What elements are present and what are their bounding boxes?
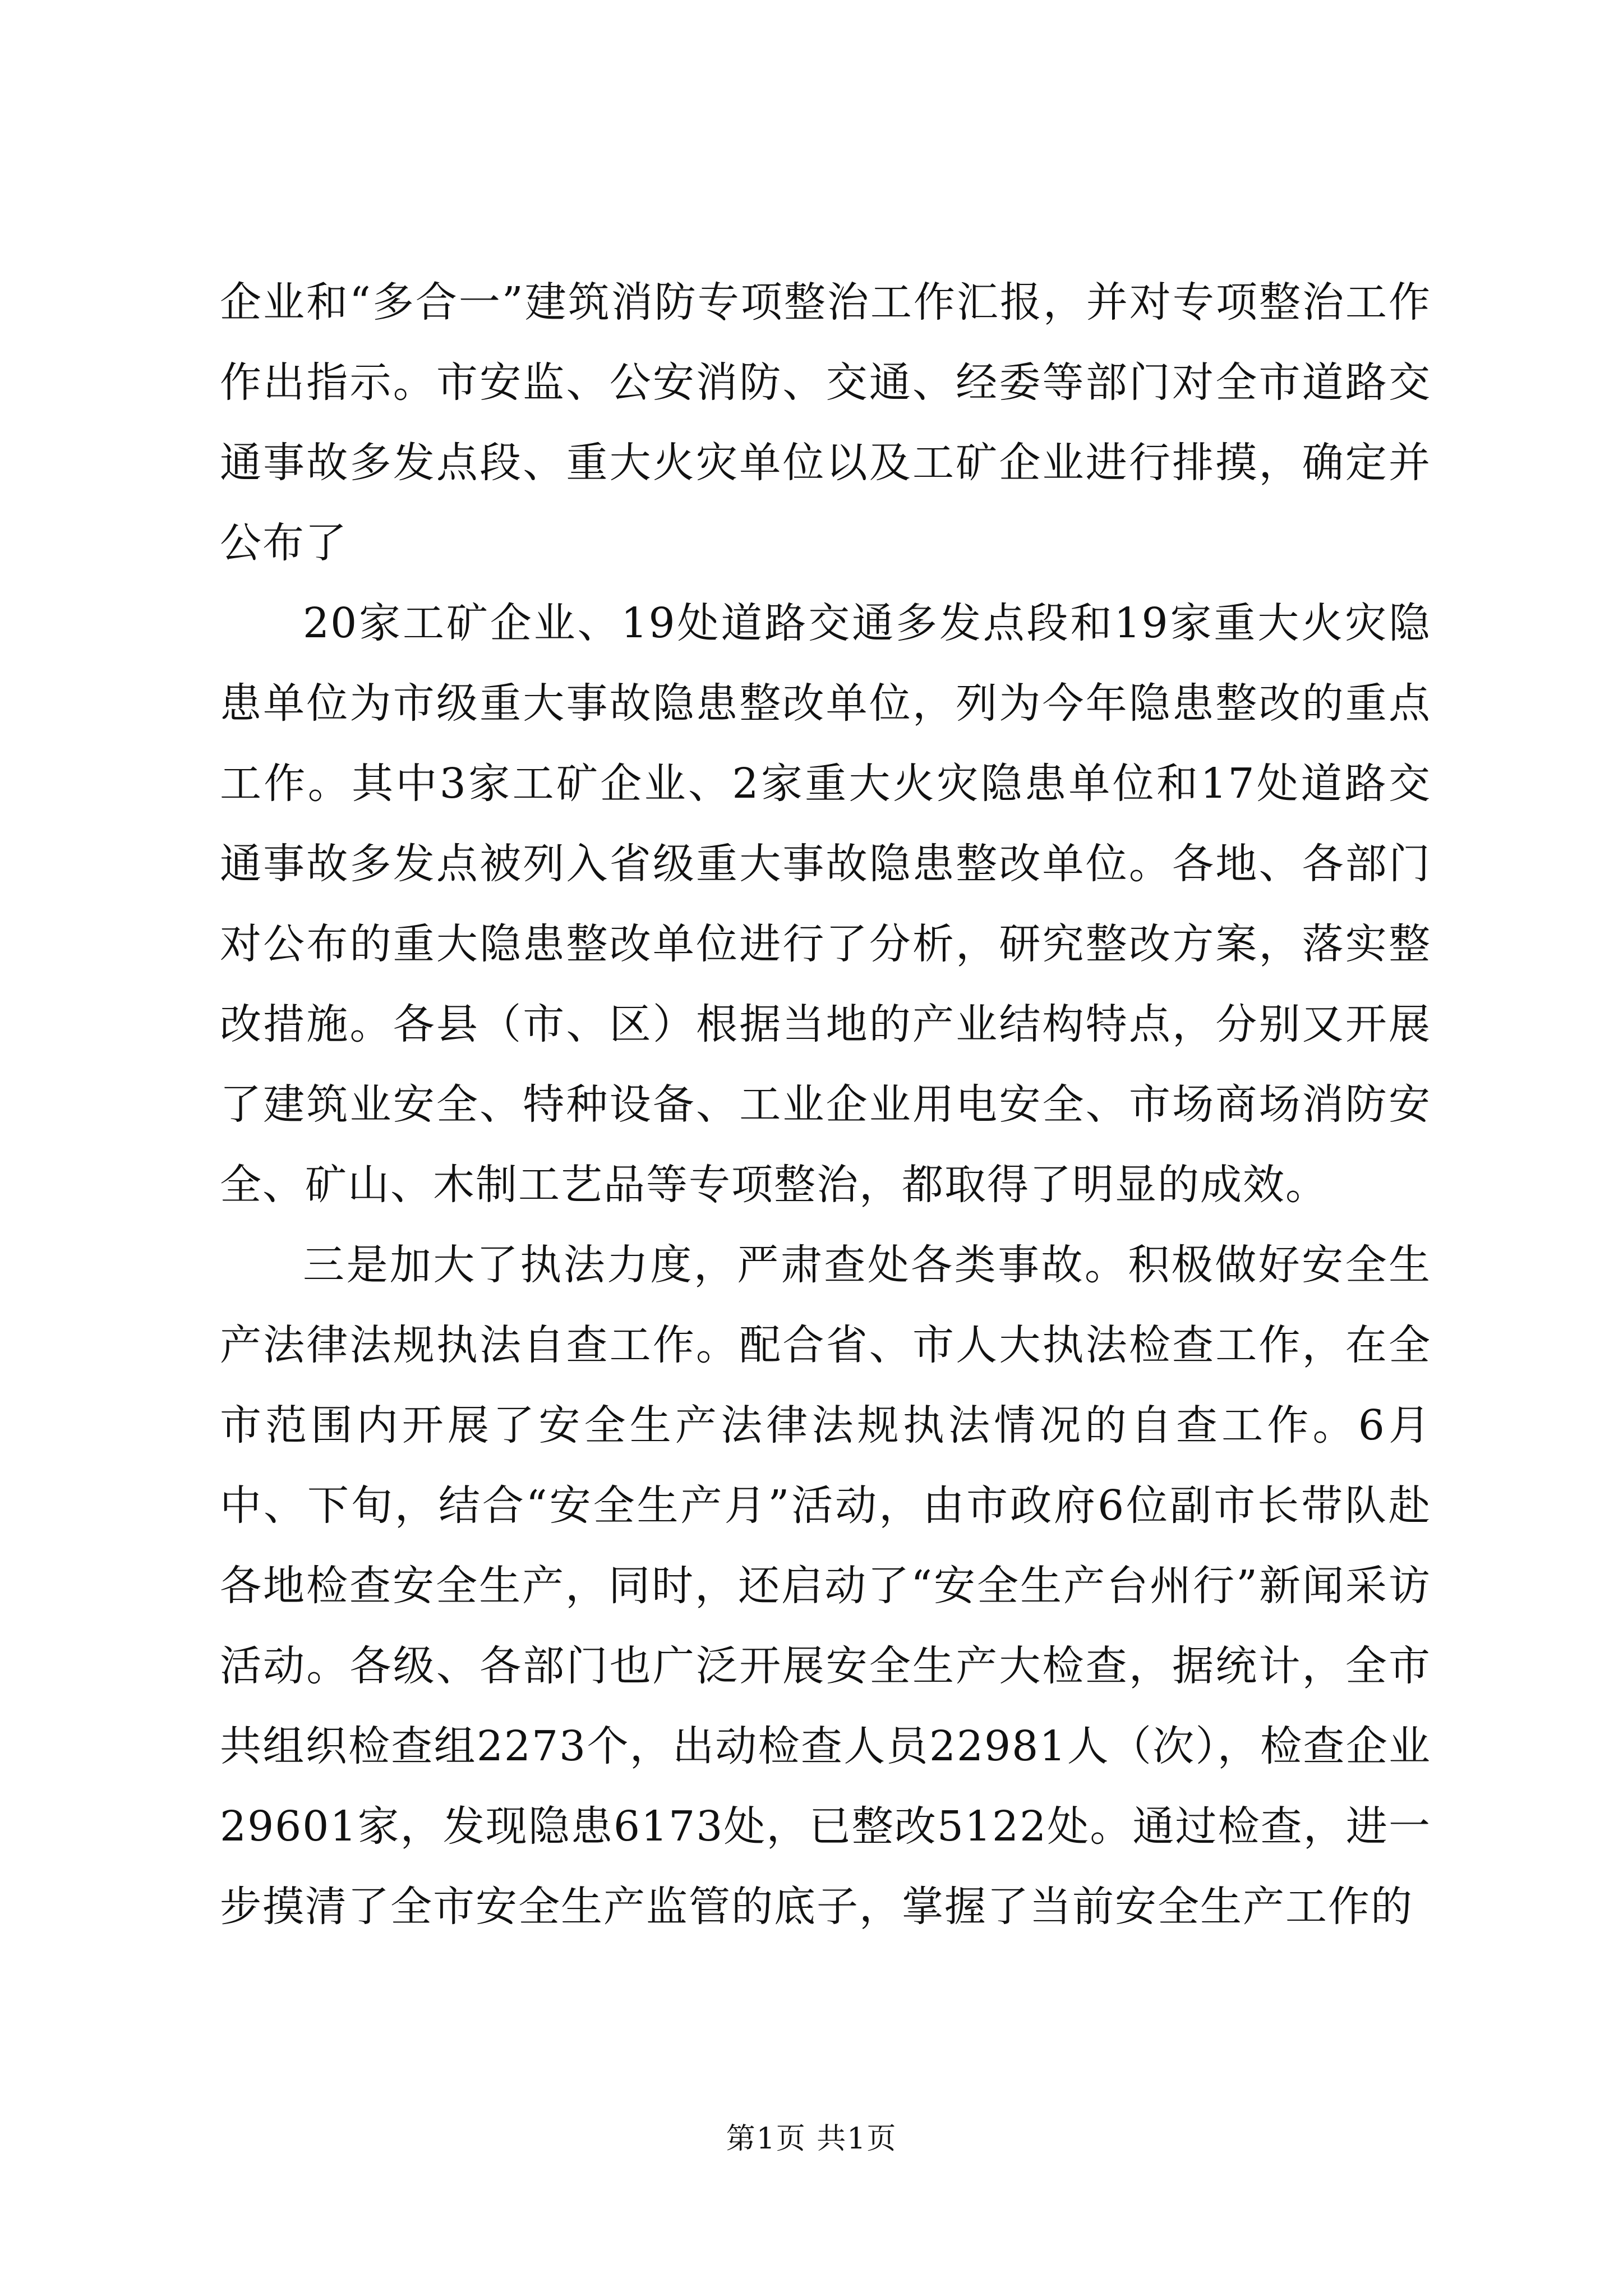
page-footer: 第1页 共1页	[726, 2122, 897, 2156]
paragraph-hazard-units: 20家工矿企业、19处道路交通多发点段和19家重大火灾隐患单位为市级重大事故隐患整改单位，列为今年隐患整改的重点工作。其中3家工矿企业、2家重大火灾隐患单位和17处道路交通事故多发点被列入省级重大事故隐患整改单位。各地、各部门对公布的重大隐患整改单位进行了分析，研究整改方案，落实整改措施。各县（市、区）根据当地的产业结构特点，分别又开展了建筑业安全、特种设备、工业企业用电安全、市场商场消防安全、矿山、木制工艺品等专项整治，都取得了明显的成效。	[220, 599, 1431, 1209]
paragraph-continued: 企业和“多合一”建筑消防专项整治工作汇报，并对专项整治工作作出指示。市安监、公安消防、交通、经委等部门对全市道路交通事故多发点段、重大火灾单位以及工矿企业进行排摸，确定并公布了	[220, 278, 1431, 567]
document-body	[220, 263, 1431, 1947]
paragraph-enforcement: 三是加大了执法力度，严肃查处各类事故。积极做好安全生产法律法规执法自查工作。配合省、市人大执法检查工作，在全市范围内开展了安全生产法律法规执法情况的自查工作。6月中、下旬，结合“安全生产月”活动，由市政府6位副市长带队赴各地检查安全生产，同时，还启动了“安全生产台州行”新闻采访活动。各级、各部门也广泛开展安全生产大检查，据统计，全市共组织检查组2273个，出动检查人员22981人（次），检查企业29601家，发现隐患6173处，已整改5122处。通过检查，进一步摸清了全市安全生产监管的底子，掌握了当前安全生产工作的	[220, 1241, 1431, 1931]
